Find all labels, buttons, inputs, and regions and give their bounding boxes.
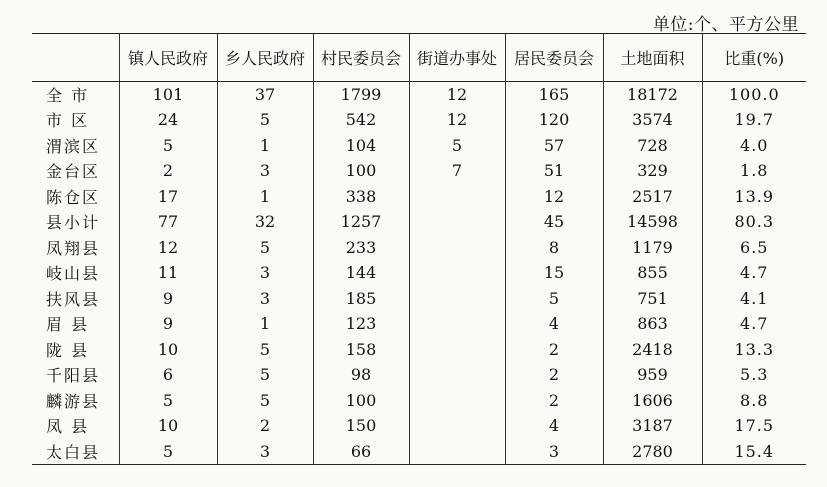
cell-village-committee: 144	[313, 260, 409, 286]
cell-town-government: 5	[119, 388, 217, 414]
cell-resident-committee: 2	[505, 362, 603, 388]
cell-village-committee: 1799	[313, 82, 409, 108]
cell-region: 凤 县	[46, 417, 90, 437]
cell-resident-committee: 15	[505, 260, 603, 286]
cell-street-office	[409, 337, 505, 363]
cell-resident-committee: 4	[505, 311, 603, 337]
cell-village-committee: 104	[313, 133, 409, 159]
table-row	[32, 337, 806, 363]
cell-village-committee: 123	[313, 311, 409, 337]
cell-township-government: 3	[217, 260, 313, 286]
cell-land-area: 2780	[603, 439, 702, 465]
table-row	[32, 362, 806, 388]
cell-resident-committee: 57	[505, 133, 603, 159]
cell-land-area: 751	[603, 286, 702, 312]
cell-resident-committee: 165	[505, 82, 603, 108]
cell-town-government: 10	[119, 413, 217, 439]
cell-region: 渭滨区	[46, 136, 101, 156]
cell-township-government: 3	[217, 158, 313, 184]
table-row	[32, 107, 806, 133]
cell-proportion: 8.8	[702, 388, 806, 414]
cell-village-committee: 1257	[313, 209, 409, 235]
cell-township-government: 1	[217, 311, 313, 337]
cell-resident-committee: 2	[505, 337, 603, 363]
cell-street-office	[409, 413, 505, 439]
cell-village-committee: 338	[313, 184, 409, 210]
table-row	[32, 235, 806, 261]
cell-region: 县小计	[46, 213, 101, 233]
cell-street-office: 12	[409, 82, 505, 108]
cell-street-office	[409, 388, 505, 414]
cell-proportion: 4.0	[702, 133, 806, 159]
cell-region: 市 区	[46, 111, 90, 131]
header-town-government: 镇人民政府	[119, 34, 217, 82]
cell-street-office	[409, 260, 505, 286]
cell-street-office	[409, 286, 505, 312]
table-row	[32, 133, 806, 159]
cell-region: 陈仓区	[46, 187, 101, 207]
cell-proportion: 4.1	[702, 286, 806, 312]
cell-town-government: 77	[119, 209, 217, 235]
cell-town-government: 10	[119, 337, 217, 363]
header-street-office: 街道办事处	[409, 34, 505, 82]
cell-township-government: 5	[217, 337, 313, 363]
cell-village-committee: 185	[313, 286, 409, 312]
cell-proportion: 13.3	[702, 337, 806, 363]
cell-township-government: 1	[217, 133, 313, 159]
cell-township-government: 5	[217, 235, 313, 261]
cell-village-committee: 98	[313, 362, 409, 388]
table-row	[32, 388, 806, 414]
cell-village-committee: 150	[313, 413, 409, 439]
cell-street-office	[409, 184, 505, 210]
cell-land-area: 2517	[603, 184, 702, 210]
cell-township-government: 5	[217, 388, 313, 414]
cell-land-area: 1179	[603, 235, 702, 261]
cell-town-government: 17	[119, 184, 217, 210]
cell-village-committee: 158	[313, 337, 409, 363]
cell-resident-committee: 3	[505, 439, 603, 465]
table-row	[32, 311, 806, 337]
table-row	[32, 184, 806, 210]
cell-region: 陇 县	[46, 340, 90, 360]
cell-street-office	[409, 362, 505, 388]
cell-town-government: 24	[119, 107, 217, 133]
cell-resident-committee: 12	[505, 184, 603, 210]
cell-township-government: 1	[217, 184, 313, 210]
cell-street-office	[409, 439, 505, 465]
cell-land-area: 329	[603, 158, 702, 184]
cell-land-area: 855	[603, 260, 702, 286]
cell-region: 眉 县	[46, 315, 90, 335]
cell-land-area: 3574	[603, 107, 702, 133]
cell-proportion: 19.7	[702, 107, 806, 133]
cell-proportion: 1.8	[702, 158, 806, 184]
cell-village-committee: 233	[313, 235, 409, 261]
cell-region: 金台区	[46, 162, 101, 182]
table-body	[32, 82, 806, 465]
cell-proportion: 15.4	[702, 439, 806, 465]
cell-township-government: 5	[217, 362, 313, 388]
table-row	[32, 286, 806, 312]
cell-proportion: 4.7	[702, 260, 806, 286]
cell-land-area: 14598	[603, 209, 702, 235]
cell-town-government: 5	[119, 133, 217, 159]
cell-region: 全 市	[46, 86, 90, 105]
cell-land-area: 728	[603, 133, 702, 159]
cell-street-office: 12	[409, 107, 505, 133]
cell-resident-committee: 4	[505, 413, 603, 439]
header-region	[32, 34, 119, 82]
cell-resident-committee: 120	[505, 107, 603, 133]
cell-resident-committee: 51	[505, 158, 603, 184]
cell-village-committee: 100	[313, 158, 409, 184]
cell-proportion: 100.0	[702, 82, 806, 108]
statistics-table	[32, 33, 806, 465]
cell-township-government: 2	[217, 413, 313, 439]
cell-proportion: 6.5	[702, 235, 806, 261]
cell-land-area: 3187	[603, 413, 702, 439]
cell-proportion: 13.9	[702, 184, 806, 210]
cell-township-government: 5	[217, 107, 313, 133]
header-land-area: 土地面积	[603, 34, 702, 82]
cell-land-area: 18172	[603, 82, 702, 108]
cell-township-government: 32	[217, 209, 313, 235]
table-row	[32, 158, 806, 184]
table-row	[32, 260, 806, 286]
cell-street-office	[409, 311, 505, 337]
cell-town-government: 6	[119, 362, 217, 388]
cell-street-office	[409, 235, 505, 261]
cell-village-committee: 66	[313, 439, 409, 465]
header-proportion: 比重(%)	[702, 34, 806, 82]
table-row	[32, 82, 806, 108]
cell-township-government: 37	[217, 82, 313, 108]
cell-street-office: 5	[409, 133, 505, 159]
cell-region: 麟游县	[46, 391, 101, 411]
cell-region: 太白县	[32, 439, 119, 465]
cell-proportion: 17.5	[702, 413, 806, 439]
table-row	[32, 209, 806, 235]
cell-town-government: 11	[119, 260, 217, 286]
header-resident-committee: 居民委员会	[505, 34, 603, 82]
cell-region: 凤翔县	[46, 238, 101, 258]
cell-region: 岐山县	[46, 264, 101, 284]
cell-town-government: 2	[119, 158, 217, 184]
cell-village-committee: 100	[313, 388, 409, 414]
table-row	[32, 413, 806, 439]
cell-town-government: 5	[119, 439, 217, 465]
cell-township-government: 3	[217, 439, 313, 465]
cell-resident-committee: 8	[505, 235, 603, 261]
cell-town-government: 9	[119, 286, 217, 312]
cell-street-office	[409, 209, 505, 235]
cell-region: 千阳县	[46, 366, 101, 386]
cell-region: 扶风县	[46, 289, 101, 309]
header-row	[32, 34, 806, 82]
table-row	[32, 439, 806, 465]
header-village-committee: 村民委员会	[313, 34, 409, 82]
cell-proportion: 80.3	[702, 209, 806, 235]
cell-proportion: 5.3	[702, 362, 806, 388]
cell-street-office: 7	[409, 158, 505, 184]
cell-town-government: 9	[119, 311, 217, 337]
cell-land-area: 863	[603, 311, 702, 337]
cell-land-area: 959	[603, 362, 702, 388]
cell-land-area: 2418	[603, 337, 702, 363]
header-township-government: 乡人民政府	[217, 34, 313, 82]
cell-village-committee: 542	[313, 107, 409, 133]
cell-proportion: 4.7	[702, 311, 806, 337]
cell-resident-committee: 2	[505, 388, 603, 414]
cell-land-area: 1606	[603, 388, 702, 414]
cell-township-government: 3	[217, 286, 313, 312]
cell-town-government: 12	[119, 235, 217, 261]
cell-resident-committee: 45	[505, 209, 603, 235]
cell-resident-committee: 5	[505, 286, 603, 312]
unit-note: 单位:个、平方公里	[652, 15, 799, 35]
cell-town-government: 101	[119, 82, 217, 108]
